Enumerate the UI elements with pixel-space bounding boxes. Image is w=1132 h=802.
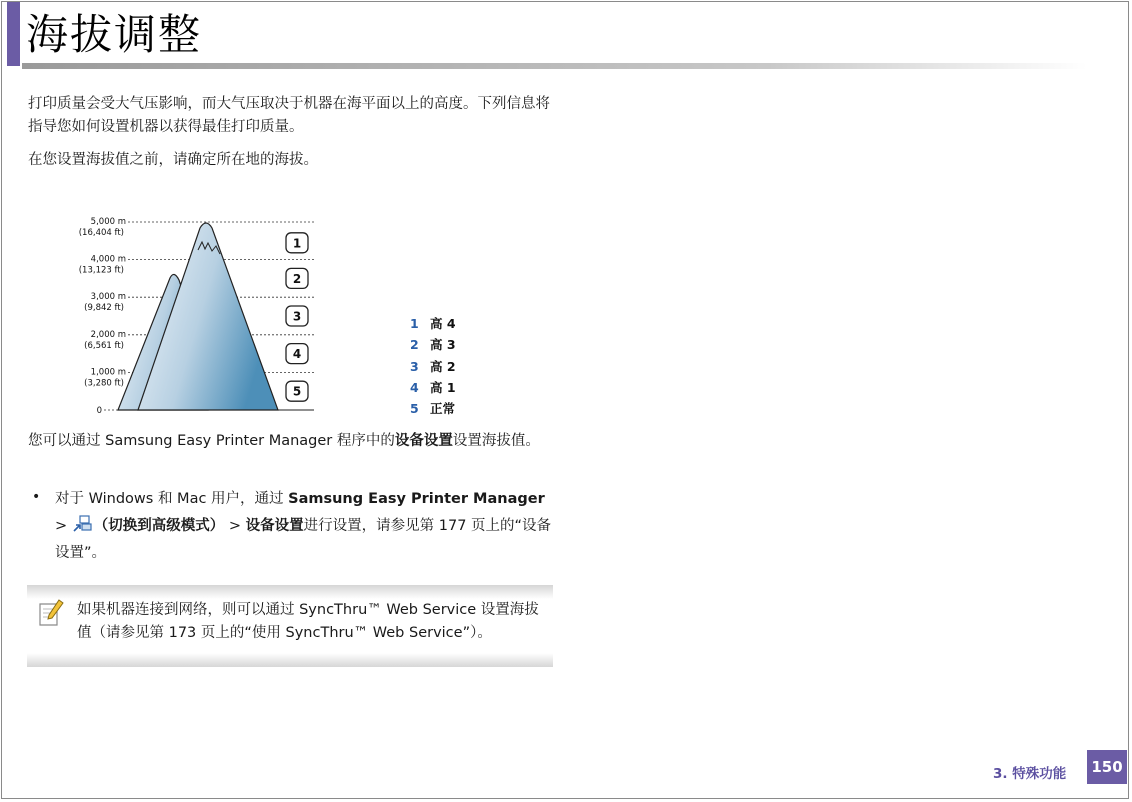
band-marker — [286, 381, 308, 401]
page-title: 海拔调整 — [26, 10, 203, 59]
intro-paragraph: 打印质量会受大气压影响，而大气压取决于机器在海平面以上的高度。下列信息将指导您如何设置机器以获得最佳打印质量。 — [28, 96, 550, 135]
level-label-ft: (9,842 ft) — [84, 303, 124, 314]
band-marker — [286, 233, 308, 253]
svg-text:5: 5 — [292, 384, 302, 399]
altitude-legend — [410, 314, 456, 420]
level-label-ft: (6,561 ft) — [84, 340, 124, 351]
legend-item: 4 高 1 — [410, 379, 456, 395]
title-accent-bar — [7, 2, 20, 66]
sem-paragraph: 您可以通过 Samsung Easy Printer Manager 程序中的设备设置设置海拔值。 — [28, 433, 540, 449]
svg-text:4: 4 — [292, 347, 302, 362]
level-label-ft: (16,404 ft) — [78, 228, 124, 238]
svg-text:2: 2 — [292, 271, 302, 286]
svg-text:1: 1 — [292, 236, 302, 251]
level-label-ft: (3,280 ft) — [84, 378, 124, 389]
page-number: 150 — [1087, 750, 1127, 784]
zero-label: 0 — [96, 406, 102, 416]
band-marker — [286, 344, 308, 364]
advanced-mode-icon — [72, 515, 92, 533]
bullet-item: 对于 Windows 和 Mac 用户，通过 Samsung Easy Printer Manager > （切换到高级模式） > 设备设置进行设置，请参见第 177 页上的“设备设置”。 — [55, 491, 552, 561]
level-label-m: 3,000 m — [90, 292, 126, 303]
level-label-m: 5,000 m — [90, 217, 126, 227]
title-rule — [22, 63, 1087, 69]
band-marker — [286, 268, 308, 288]
note-text: 如果机器连接到网络，则可以通过 SyncThru™ Web Service 设置海拔值（请参见第 173 页上的“使用 SyncThru™ Web Service”）。 — [77, 602, 539, 641]
legend-item: 1 高 4 — [410, 316, 456, 331]
level-label-m: 2,000 m — [90, 329, 126, 340]
legend-item: 3 高 2 — [410, 358, 456, 374]
level-label-m: 4,000 m — [90, 254, 126, 265]
prerequisite-paragraph: 在您设置海拔值之前，请确定所在地的海拔。 — [28, 152, 318, 168]
note-box — [27, 585, 553, 667]
legend-item: 2 高 3 — [410, 337, 456, 353]
legend-item: 5 正常 — [410, 401, 456, 417]
bullet-marker: • — [32, 489, 41, 505]
note-icon — [37, 599, 65, 629]
footer-section-label[interactable]: 3. 特殊功能 — [993, 766, 1067, 782]
level-label-ft: (13,123 ft) — [78, 265, 124, 276]
altitude-diagram — [78, 210, 328, 420]
band-marker — [286, 306, 308, 326]
svg-text:3: 3 — [292, 309, 302, 324]
level-label-m: 1,000 m — [90, 367, 126, 378]
